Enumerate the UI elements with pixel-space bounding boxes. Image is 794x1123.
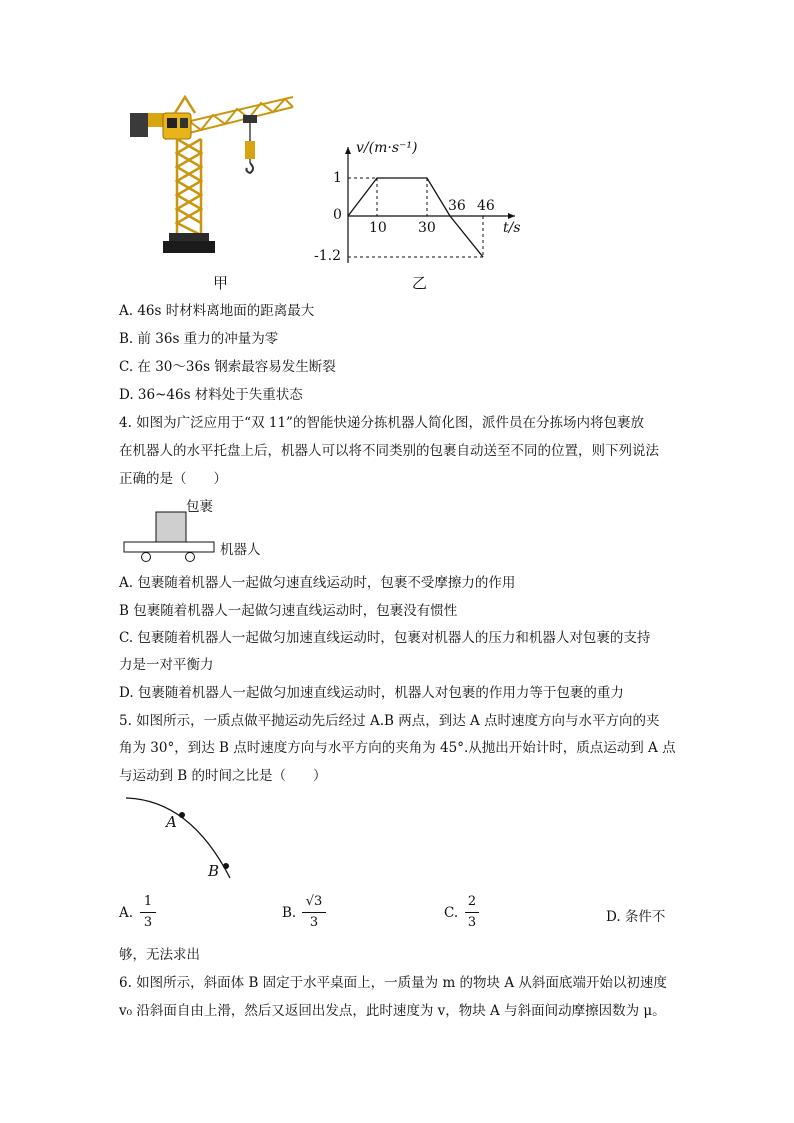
q4-option-d: D. 包裹随着机器人一起做匀加速直线运动时，机器人对包裹的作用力等于包裹的重力 (119, 685, 624, 701)
q5-opt-a-numerator: 1 (143, 894, 153, 909)
trajectory-figure (120, 792, 240, 882)
q6-stem-line2: v₀ 沿斜面自由上滑，然后又返回出发点，此时速度为 v，物块 A 与斜面间动摩擦因数为 μ。 (119, 1003, 666, 1019)
robot-wheel-right (186, 553, 195, 562)
q3-option-a: A. 46s 时材料离地面的距离最大 (119, 303, 315, 319)
point-b-label: B (208, 862, 220, 880)
point-b-dot (223, 863, 229, 869)
q5-opt-b-denominator: 3 (309, 915, 319, 930)
robot-wheel-left (142, 553, 151, 562)
robot-figure (120, 510, 220, 562)
q5-opt-c-letter: C. (444, 905, 459, 921)
q5-opt-b-letter: B. (282, 905, 297, 921)
q3-option-c: C. 在 30～36s 钢索最容易发生断裂 (119, 359, 336, 375)
q5-opt-b-numerator: √3 (305, 894, 323, 909)
q4-stem-line2: 在机器人的水平托盘上后，机器人可以将不同类别的包裹自动送至不同的位置，则下列说法 (119, 443, 659, 459)
q5-opt-d-cont: 够，无法求出 (119, 947, 200, 963)
q4-option-a: A. 包裹随着机器人一起做匀速直线运动时，包裹不受摩擦力的作用 (119, 575, 516, 591)
q4-option-c-line1: C. 包裹随着机器人一起做匀加速直线运动时，包裹对机器人的压力和机器人对包裹的支持 (119, 630, 651, 646)
package-box (156, 512, 186, 542)
x-axis-label: t/s (503, 220, 521, 236)
q4-option-c-line2: 力是一对平衡力 (119, 657, 214, 673)
crane-figure (125, 95, 300, 260)
q3-option-b: B. 前 36s 重力的冲量为零 (119, 331, 279, 347)
figure-jia-label: 甲 (213, 274, 229, 292)
x-tick-30: 30 (418, 220, 436, 236)
q5-opt-a-denominator: 3 (143, 915, 153, 930)
q5-opt-c-numerator: 2 (467, 894, 477, 909)
point-a-label: A (166, 813, 177, 831)
x-tick-46: 46 (477, 198, 495, 214)
y-axis-label: v/(m·s⁻¹) (356, 140, 418, 156)
q6-stem-line1: 6. 如图所示，斜面体 B 固定于水平桌面上，一质量为 m 的物块 A 从斜面底端开始以初速度 (119, 975, 667, 991)
figure-yi-label: 乙 (412, 274, 428, 292)
y-tick-1: 1 (333, 170, 342, 186)
point-a-dot (179, 812, 185, 818)
q5-opt-c-fraction (465, 895, 479, 930)
q4-option-b: B 包裹随着机器人一起做匀速直线运动时，包裹没有惯性 (119, 603, 458, 619)
y-tick-0: 0 (333, 207, 342, 223)
label-package: 包裹 (186, 499, 213, 515)
x-tick-36: 36 (448, 198, 466, 214)
q4-stem-line3: 正确的是（ ） (119, 471, 227, 487)
q5-stem-line2: 角为 30°，到达 B 点时速度方向与水平方向的夹角为 45°.从抛出开始计时，质点运动到 A 点 (119, 740, 676, 756)
velocity-line (348, 178, 483, 257)
q4-stem-line1: 4. 如图为广泛应用于“双 11”的智能快递分拣机器人简化图，派件员在分拣场内将包裹放 (119, 415, 644, 431)
label-robot: 机器人 (220, 542, 261, 558)
q5-opt-a-letter: A. (119, 905, 134, 921)
x-tick-10: 10 (369, 220, 387, 236)
q5-stem-line3: 与运动到 B 的时间之比是（ ） (119, 768, 327, 784)
q5-opt-a-fraction (140, 895, 156, 930)
q5-opt-d: D. 条件不 (606, 909, 666, 925)
robot-tray (124, 542, 214, 552)
y-tick-neg: -1.2 (314, 248, 341, 264)
q5-opt-b-fraction (302, 895, 326, 930)
q3-option-d: D. 36~46s 材料处于失重状态 (119, 387, 303, 403)
q5-stem-line1: 5. 如图所示，一质点做平抛运动先后经过 A.B 两点，到达 A 点时速度方向与水平方向的夹 (119, 713, 660, 729)
q5-opt-c-denominator: 3 (467, 915, 477, 930)
